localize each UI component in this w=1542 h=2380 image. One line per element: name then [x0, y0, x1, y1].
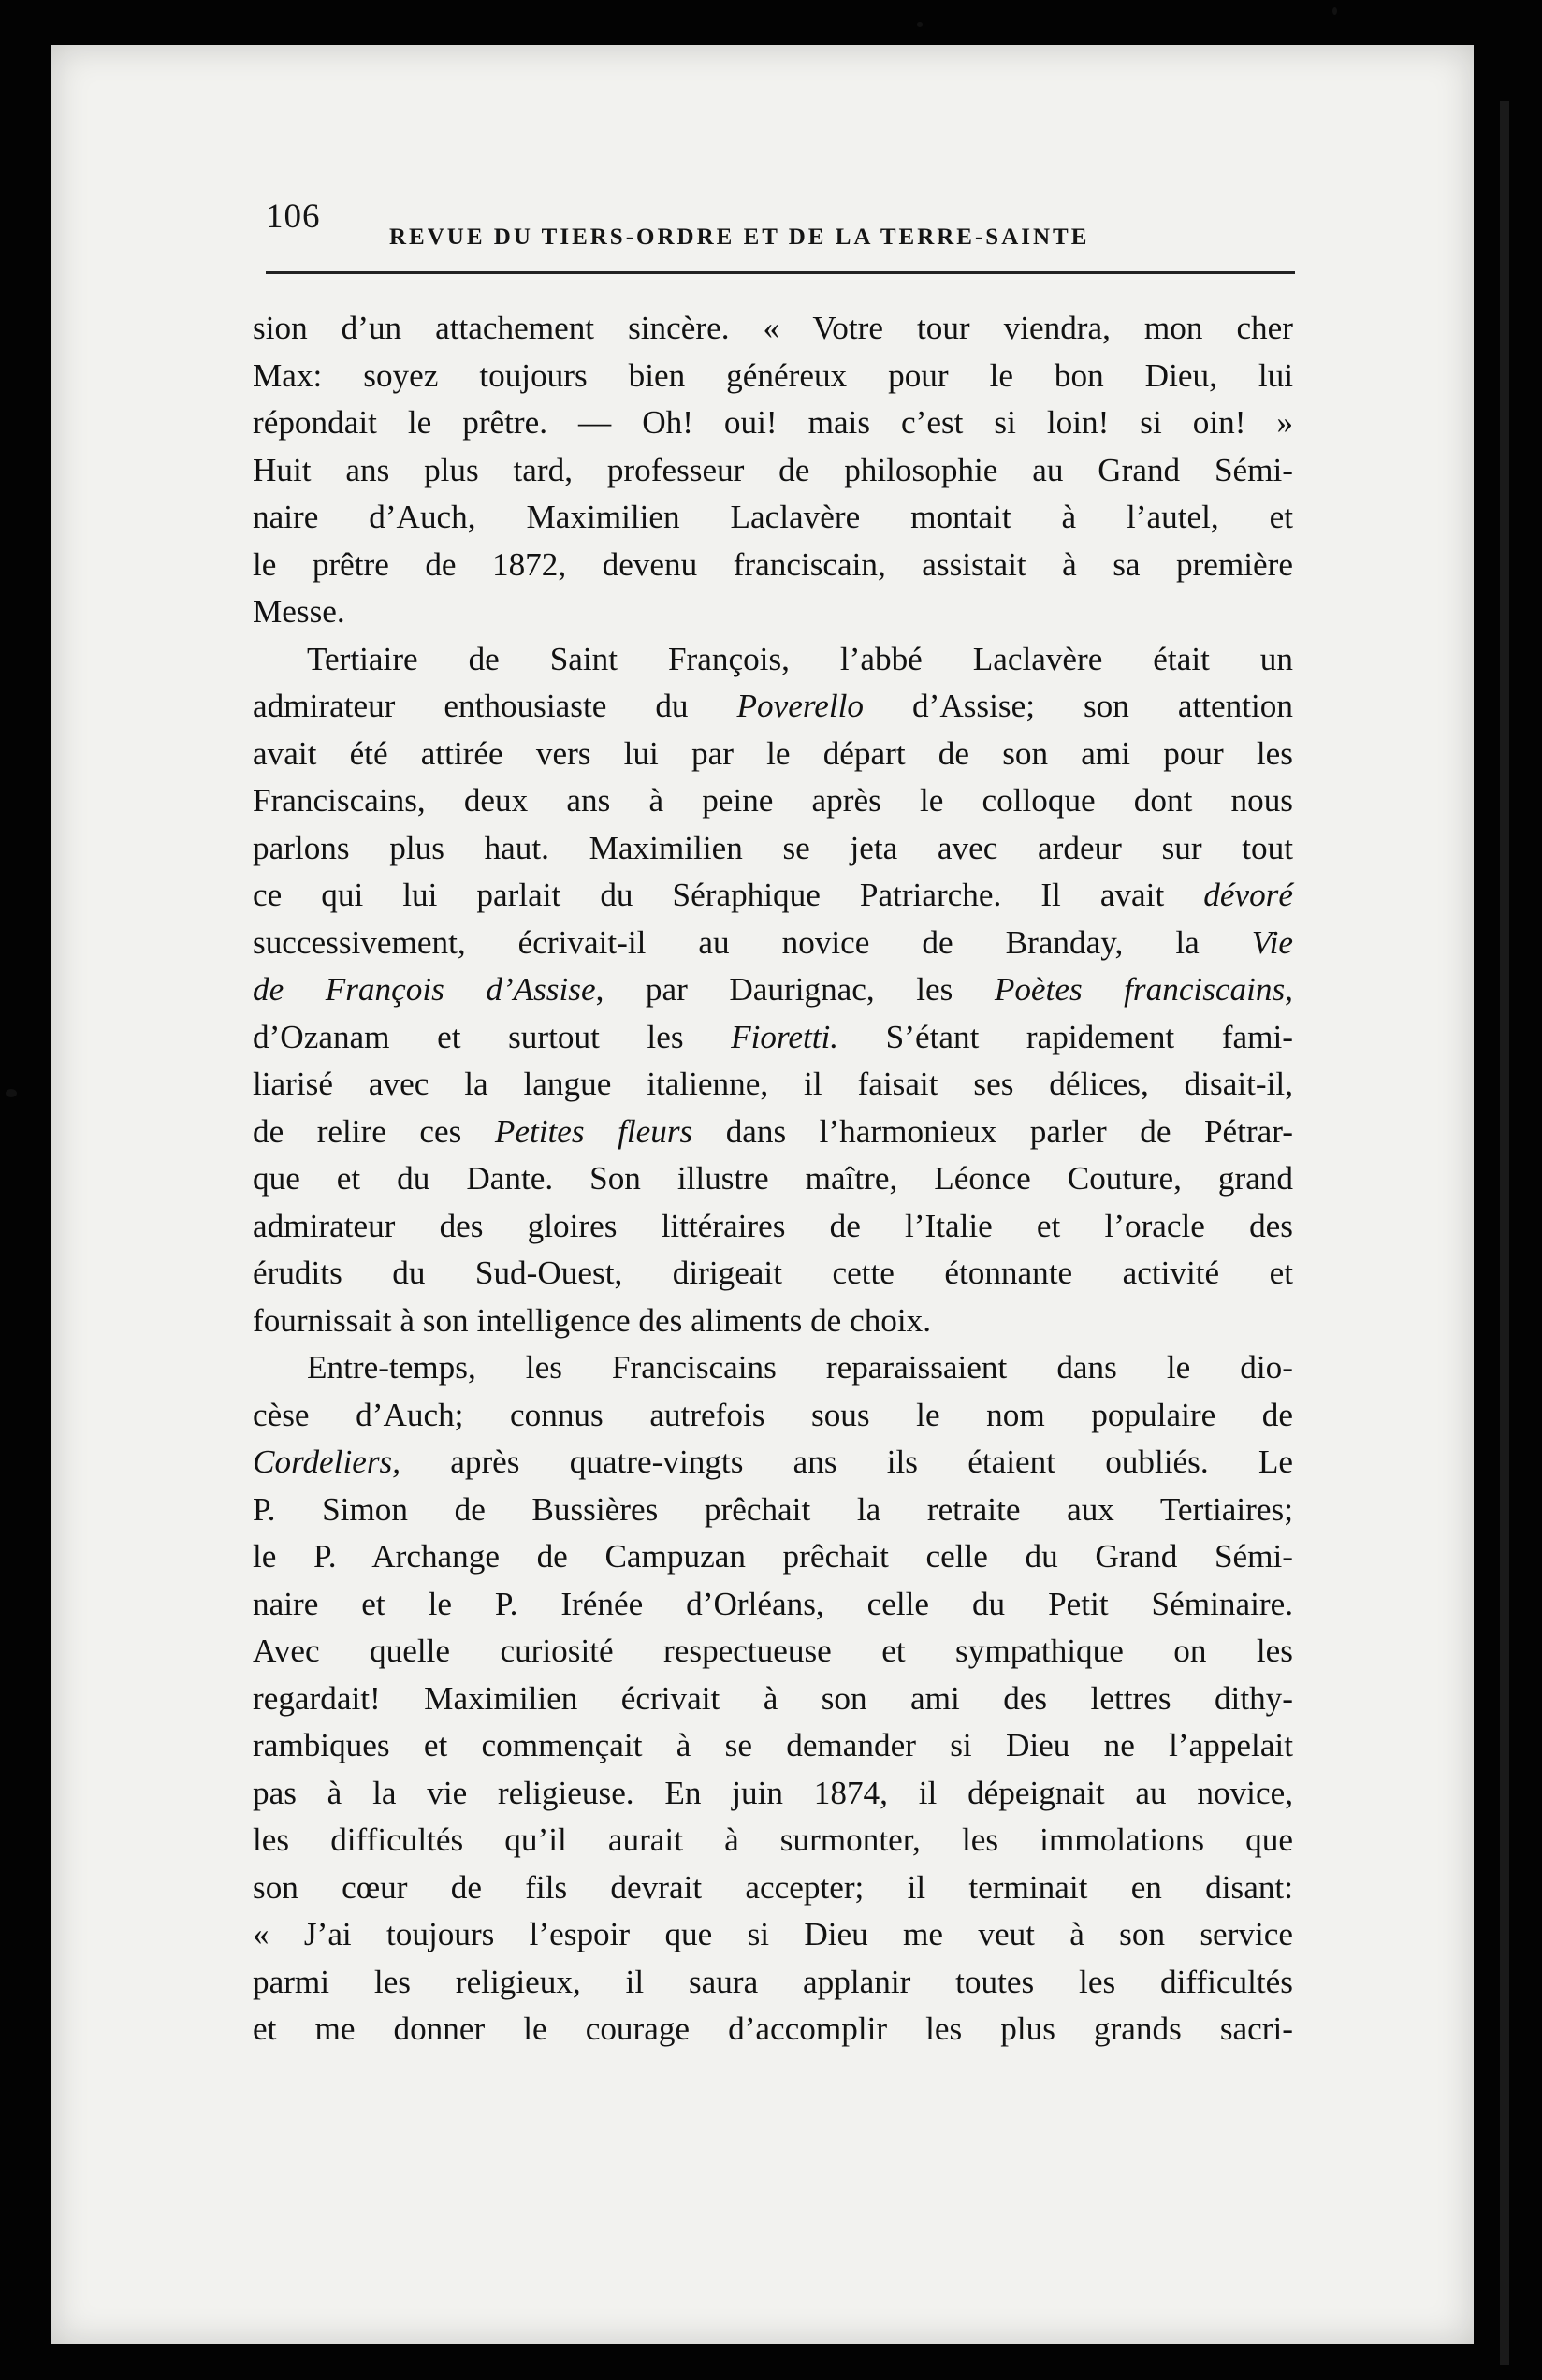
text-line: successivement, écrivait-il au novice de Branday, la Vie [253, 923, 1293, 961]
italic-phrase: Fioretti. [731, 1018, 839, 1055]
text-line: cèse d’Auch; connus autrefois sous le nom populaire de [253, 1396, 1293, 1433]
text-line: sion d’un attachement sincère. « Votre tour viendra, mon cher [253, 310, 1293, 346]
body-text [253, 305, 1293, 2053]
text-line: parmi les religieux, il saura applanir toutes les difficultés [253, 1963, 1293, 2000]
paragraph-2 [253, 636, 1293, 1345]
text-line: son cœur de fils devrait accepter; il terminait en disant: [253, 1868, 1293, 1906]
italic-phrase: Poverello [736, 688, 865, 724]
scan-speck [917, 22, 923, 27]
text-line: Huit ans plus tard, professeur de philosophie au Grand Sémi- [253, 451, 1293, 488]
italic-phrase: Vie [1251, 923, 1293, 961]
text-line: liarisé avec la langue italienne, il faisait ses délices, disait-il, [253, 1066, 1293, 1102]
text-line: admirateur enthousiaste du Poverello d’Assise; son attention [253, 688, 1293, 724]
text-line: Max: soyez toujours bien généreux pour le bon Dieu, lui [253, 356, 1293, 394]
scan-speck [6, 1089, 17, 1097]
text-line: que et du Dante. Son illustre maître, Léonce Couture, grand [253, 1160, 1293, 1197]
running-title: REVUE DU TIERS-ORDRE ET DE LA TERRE-SAINTE [389, 225, 1090, 250]
text-line: et me donner le courage d’accomplir les plus grands sacri- [253, 2010, 1293, 2047]
text-line: pas à la vie religieuse. En juin 1874, il dépeignait au novice, [253, 1774, 1293, 1811]
text-line: avait été attirée vers lui par le départ de son ami pour les [253, 734, 1293, 772]
text-line: Franciscains, deux ans à peine après le colloque dont nous [253, 782, 1293, 819]
text-line: Messe. [253, 593, 345, 630]
text-line: rambiques et commençait à se demander si Dieu ne l’appelait [253, 1727, 1293, 1763]
text-line: naire et le P. Irénée d’Orléans, celle du Petit Séminaire. [253, 1585, 1293, 1622]
text-line: Avec quelle curiosité respectueuse et sympathique on les [253, 1633, 1293, 1669]
paragraph-1 [253, 305, 1293, 636]
text-line: ce qui lui parlait du Séraphique Patriarche. Il avait dévoré [253, 877, 1293, 913]
page-edge-shadow [1500, 101, 1509, 2365]
text-line: de François d’Assise, par Daurignac, les Poètes franciscains, [253, 971, 1293, 1008]
text-line: admirateur des gloires littéraires de l’Italie et l’oracle des [253, 1207, 1293, 1244]
text-line: le prêtre de 1872, devenu franciscain, assistait à sa première [253, 545, 1293, 583]
text-line: fournissait à son intelligence des aliments de choix. [253, 1301, 932, 1339]
text-line: répondait le prêtre. — Oh! oui! mais c’est si loin! si oin! » [253, 404, 1293, 441]
text-line: naire d’Auch, Maximilien Laclavère montait à l’autel, et [253, 499, 1293, 535]
text-line: Tertiaire de Saint François, l’abbé Laclavère était un [307, 640, 1293, 677]
page-number: 106 [266, 197, 321, 236]
running-header [266, 196, 1295, 253]
text-line: Entre-temps, les Franciscains reparaissaient dans le dio- [307, 1349, 1293, 1386]
paragraph-3 [253, 1344, 1293, 2053]
text-line: le P. Archange de Campuzan prêchait celle du Grand Sémi- [253, 1538, 1293, 1575]
text-line: d’Ozanam et surtout les Fioretti. S’étant rapidement fami- [253, 1018, 1293, 1055]
italic-phrase: Poètes franciscains, [994, 971, 1293, 1008]
text-line: « J’ai toujours l’espoir que si Dieu me veut à son service [253, 1916, 1293, 1952]
scan-speck [1332, 7, 1337, 15]
text-line: regardait! Maximilien écrivait à son ami des lettres dithy- [253, 1679, 1293, 1717]
italic-phrase: de François d’Assise [253, 971, 596, 1008]
text-line: de relire ces Petites fleurs dans l’harmonieux parler de Pétrar- [253, 1112, 1293, 1150]
italic-phrase: Cordeliers, [253, 1444, 401, 1480]
italic-phrase: dévoré [1203, 877, 1293, 913]
text-line: P. Simon de Bussières prêchait la retraite aux Tertiaires; [253, 1490, 1293, 1528]
header-rule [266, 271, 1295, 274]
text-line: parlons plus haut. Maximilien se jeta avec ardeur sur tout [253, 829, 1293, 866]
text-line: érudits du Sud-Ouest, dirigeait cette étonnante activité et [253, 1255, 1293, 1291]
text-line: les difficultés qu’il aurait à surmonter, les immolations que [253, 1821, 1293, 1858]
text-line: Cordeliers, après quatre-vingts ans ils étaient oubliés. Le [253, 1444, 1293, 1480]
italic-phrase: Petites fleurs [494, 1112, 693, 1150]
